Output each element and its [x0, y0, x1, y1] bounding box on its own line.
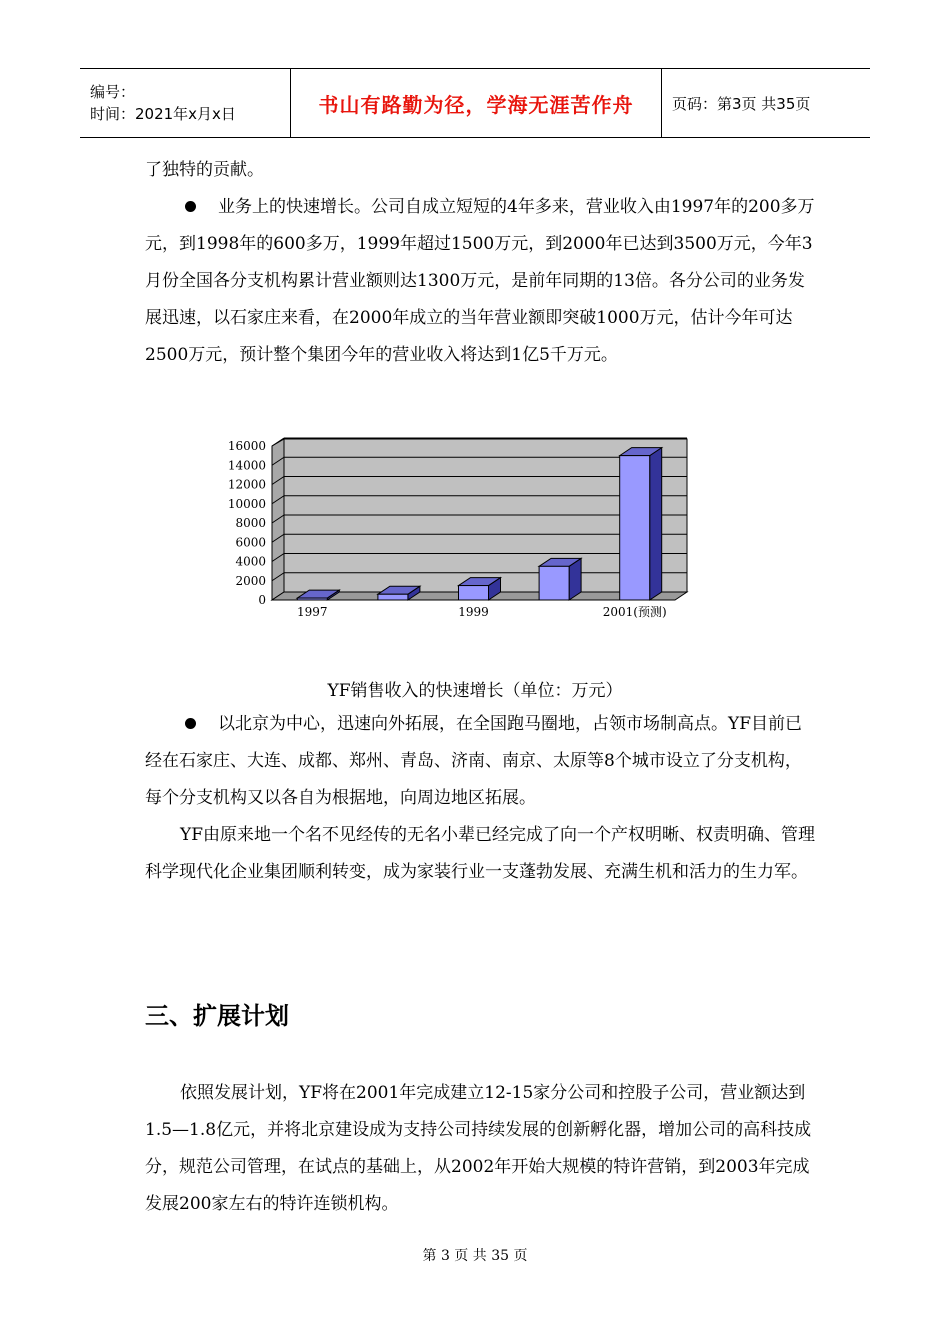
paragraph-plan: 依照发展计划，YF将在2001年完成建立12-15家分公司和控股子公司，营业额达到1.5—1.8亿元，并将北京建设成为支持公司持续发展的创新孵化器，增加公司的高科技成分，规范公司管理，在试点的基础上，从2002年开始大规模的特许营销，到2003年完成发展200家左右的特许连锁机构。 [145, 1083, 812, 1214]
page-header [80, 68, 870, 138]
bar [378, 594, 408, 600]
revenue-chart [220, 432, 700, 624]
y-tick-label: 2000 [235, 573, 266, 588]
x-tick-label: 1999 [458, 605, 489, 619]
y-tick-label: 10000 [227, 496, 266, 511]
document-number-label: 编号： [90, 83, 136, 101]
bullet-paragraph-growth [145, 189, 817, 374]
y-tick-label: 6000 [235, 535, 266, 550]
bullet-text-expansion: 以北京为中心，迅速向外拓展，在全国跑马圈地，占领市场制高点。YF目前已经在石家庄、大连、成都、郑州、青岛、济南、南京、太原等8个城市设立了分支机构，每个分支机构又以各自为根据地，向周边地区拓展。 [145, 714, 803, 808]
x-tick-label: 1997 [297, 605, 328, 619]
header-meta [80, 69, 290, 137]
chart-caption: YF销售收入的快速增长（单位：万元） [327, 681, 623, 701]
paragraph-transformation: YF由原来地一个名不见经传的无名小辈已经完成了向一个产权明晰、权责明确、管理科学现代化企业集团顺利转变，成为家装行业一支蓬勃发展、充满生机和活力的生力军。 [145, 825, 816, 882]
bullet-icon [185, 201, 196, 212]
header-motto: 书山有路勤为径，学海无涯苦作舟 [318, 92, 634, 117]
bullet-paragraph-expansion [145, 706, 817, 817]
chart-svg [220, 432, 700, 624]
x-tick-label: 2001(预测) [602, 605, 667, 619]
y-tick-label: 8000 [235, 516, 266, 530]
bar [297, 598, 327, 600]
section-heading: 三、扩展计划 [145, 1002, 289, 1030]
bar [620, 456, 650, 600]
paragraph-continued: 了独特的贡献。 [145, 160, 264, 180]
bullet-icon [185, 718, 196, 729]
header-page-info: 页码：第3页 共35页 [672, 94, 811, 113]
bar [459, 586, 489, 600]
bar-side [650, 448, 662, 600]
page-footer: 第 3 页 共 35 页 [422, 1248, 528, 1264]
bar [539, 566, 569, 600]
y-tick-label: 16000 [227, 439, 266, 453]
y-tick-label: 4000 [235, 554, 266, 569]
header-motto-cell [290, 69, 662, 137]
document-date: 时间：2021年x月x日 [90, 105, 236, 123]
y-tick-label: 14000 [227, 458, 266, 473]
y-tick-label: 12000 [227, 477, 266, 492]
y-tick-label: 0 [258, 593, 266, 607]
bullet-text-growth: 业务上的快速增长。公司自成立短短的4年多来，营业收入由1997年的200多万元，到1998年的600多万，1999年超过1500万元，到2000年已达到3500万元，今年3月份全国各分支机构累计营业额则达1300万元，是前年同期的13倍。各分公司的业务发展迅速，以石家庄来看，在2000年成立的当年营业额即突破1000万元，估计今年可达2500万元，预计整个集团今年的营业收入将达到1亿5千万元。 [145, 197, 815, 365]
